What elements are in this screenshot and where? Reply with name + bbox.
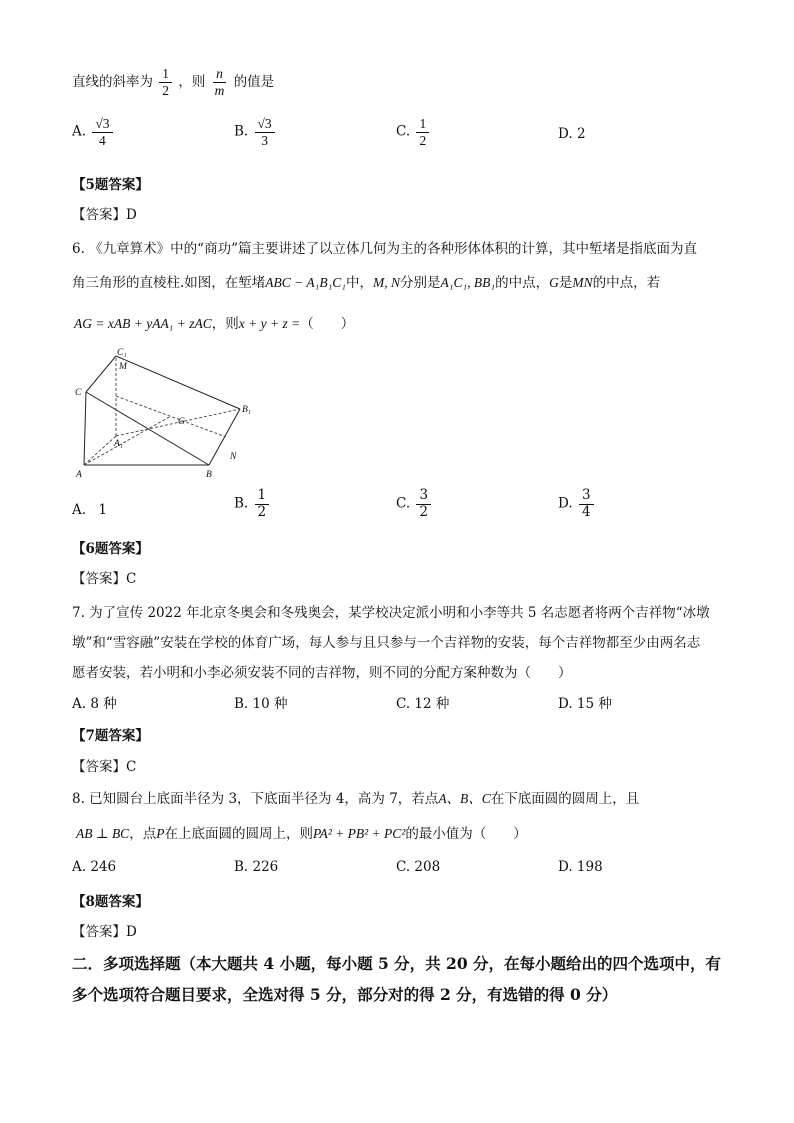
q6-option-b: B. $\frac{1}{2}$ (234, 488, 271, 520)
q6-answer-header: 【6题答案】 (72, 541, 149, 557)
q5-stem (72, 64, 274, 100)
edge-c1-b1 (116, 356, 240, 409)
q6-prism-figure (70, 346, 270, 482)
q5-option-c: C. $\frac{1}{2}$ (396, 116, 431, 148)
edge-a-a1-hidden (84, 436, 116, 465)
q7-option-c: C. 12 种 (396, 696, 450, 712)
q6-option-c: C. $\frac{3}{2}$ (396, 488, 433, 520)
label-m: M (119, 362, 127, 372)
q8-option-b: B. 226 (234, 859, 279, 875)
q8-line1: 8. 已知圆台上底面半径为 3，下底面半径为 4，高为 7，若点A、B、C在下底面圆的圆周上，且 (72, 791, 640, 807)
section2-heading-line2: 多个选项符合题目要求，全选对得 5 分，部分对的得 2 分，有选错的得 0 分） (72, 985, 618, 1004)
q5-option-d: D. 2 (558, 126, 586, 142)
label-c: C (75, 388, 82, 398)
q5-ratio-fraction: $\frac{n}{m}$ (214, 66, 225, 98)
edge-c-c1 (86, 356, 116, 392)
label-b: B (206, 470, 212, 480)
q7-option-d: D. 15 种 (558, 696, 612, 712)
label-g: G (178, 417, 185, 427)
q6-line2: 角三角形的直棱柱.如图，在堑堵ABC − A₁B₁C₁中，M, N分别是A₁C₁, BB₁的中点，G是MN的中点，若 (72, 275, 661, 291)
q5-answer-header: 【5题答案】 (72, 177, 149, 193)
q7-line2: 墩”和“雪容融”安装在学校的体育广场，每人参与且只参与一个吉祥物的安装，每个吉祥物都至少由两名志 (72, 635, 701, 651)
label-b1: B₁ (242, 405, 252, 415)
q8-option-a: A. 246 (72, 859, 117, 875)
q5-answer: 【答案】D (72, 207, 137, 223)
q8-option-d: D. 198 (558, 859, 603, 875)
label-a: A (76, 470, 82, 480)
q7-option-b: B. 10 种 (234, 696, 288, 712)
q5-option-b: B. $\frac{√3}{3}$ (234, 116, 277, 148)
q6-option-d: D. $\frac{3}{4}$ (558, 488, 596, 520)
q5-stem-suffix: 的值是 (233, 74, 275, 90)
edge-c-b (86, 392, 209, 465)
q5-slope-fraction: $\frac{1}{2}$ (159, 66, 172, 98)
segment-m-n (116, 396, 226, 437)
label-c1: C₁ (117, 348, 127, 358)
q7-line1: 7. 为了宣传 2022 年北京冬奥会和冬残奥会，某学校决定派小明和小李等共 5 名志愿者将两个吉祥物“冰墩 (72, 605, 710, 621)
q7-answer: 【答案】C (72, 759, 137, 775)
q6-option-a: A. 1 (72, 502, 107, 518)
q6-answer: 【答案】C (72, 571, 137, 587)
q7-option-a: A. 8 种 (72, 696, 117, 712)
segment-a-g (84, 416, 171, 465)
q7-line3: 愿者安装，若小明和小李必须安装不同的吉祥物，则不同的分配方案种数为（ ） (72, 665, 572, 681)
edge-a-c (84, 392, 86, 465)
q5-option-a: A. $\frac{√3}{4}$ (72, 116, 115, 148)
q8-option-c: C. 208 (396, 859, 441, 875)
q6-vector-equation: AG = xAB + yAA₁ + zAC (74, 316, 212, 331)
section2-heading-line1: 二．多项选择题（本大题共 4 小题，每小题 5 分，共 20 分，在每小题给出的四个选项中，有 (72, 954, 722, 973)
q5-stem-mid: ，则 (178, 74, 206, 90)
q7-answer-header: 【7题答案】 (72, 728, 149, 744)
q6-line3: AG = xAB + yAA₁ + zAC，则x + y + z =（ ） (74, 316, 355, 332)
q8-answer: 【答案】D (72, 924, 137, 940)
q8-answer-header: 【8题答案】 (72, 894, 149, 910)
q6-line1: 6. 《九章算术》中的“商功”篇主要讲述了以立体几何为主的各种形体体积的计算，其中堑堵是指底面为直 (72, 241, 697, 257)
q8-line2: AB ⊥ BC，点P在上底面圆的圆周上，则PA² + PB² + PC²的最小值为（ ） (76, 826, 527, 842)
label-a1: A₁ (114, 439, 124, 449)
label-n: N (230, 452, 237, 462)
q5-stem-prefix: 直线的斜率为 (72, 74, 153, 90)
